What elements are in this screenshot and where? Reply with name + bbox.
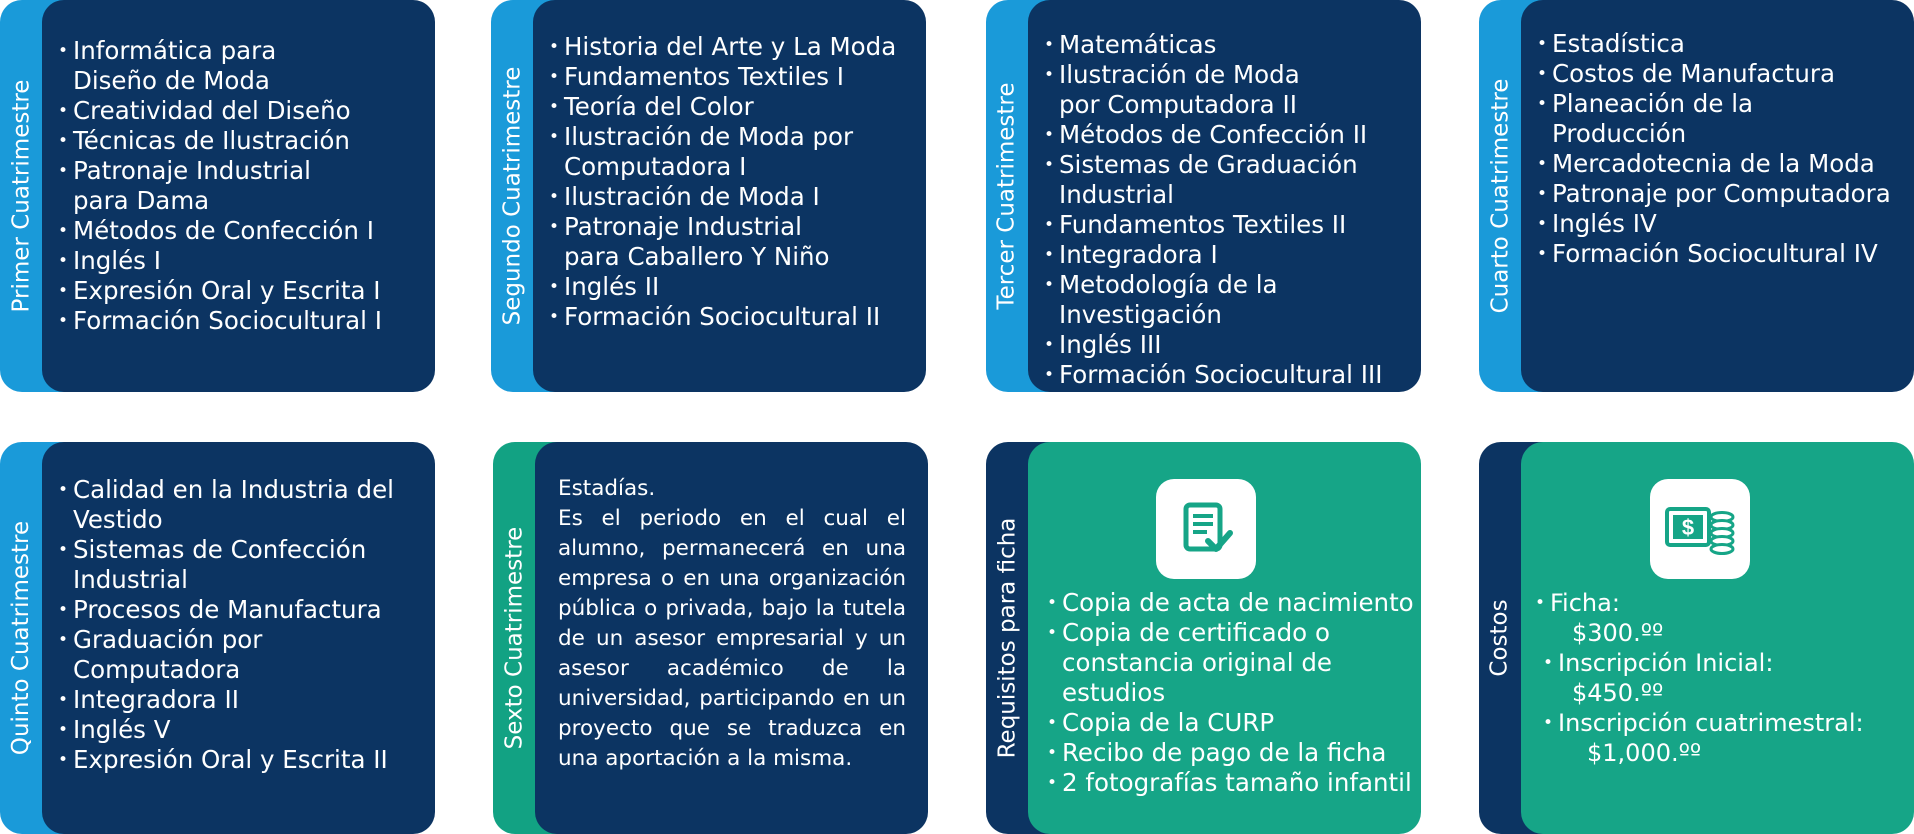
list-item: • Métodos de Confección I [57,216,423,246]
tab-label: Costos [1487,599,1513,677]
cost-label: • Inscripción cuatrimestral: [1542,708,1908,738]
subject-list [57,36,423,336]
card-primer-cuatrimestre [0,0,435,392]
card-tercer-cuatrimestre [986,0,1421,392]
card-costos [1479,442,1914,834]
tab-label: Tercer Cuatrimestre [994,82,1020,310]
list-item: • Fundamentos Textiles I [548,62,916,92]
list-item: • Técnicas de Ilustración [57,126,423,156]
list-item: • Expresión Oral y Escrita I [57,276,423,306]
panel-requisitos [1028,442,1421,834]
list-item: • Copia de certificado o constancia original de estudios [1046,618,1362,708]
subject-list [1536,29,1910,269]
list-item: • Inglés I [57,246,423,276]
list-item: • Recibo de pago de la ficha [1046,738,1415,768]
card-requisitos [986,442,1421,834]
list-item: • Expresión Oral y Escrita II [57,745,427,775]
list-item: • Formación Sociocultural IV [1536,239,1910,269]
cost-value: $1,000.ºº [1587,739,1702,767]
list-item: • Mercadotecnia de la Moda [1536,149,1910,179]
list-item: • Sistemas de Graduación Industrial [1043,150,1379,210]
list-item: • Ilustración de Moda por Computadora I [548,122,884,182]
list-item: • Integradora II [57,685,427,715]
cost-item-inscripcion-cuatrimestral [1534,708,1908,768]
list-item: • Fundamentos Textiles II [1043,210,1411,240]
panel-primer-cuatrimestre [42,0,435,392]
panel-quinto-cuatrimestre [42,442,435,834]
list-item: • Calidad en la Industria del Vestido [57,475,427,535]
list-item: • Estadística [1536,29,1910,59]
card-segundo-cuatrimestre [491,0,926,392]
list-item: • Patronaje Industrial para Caballero Y Niño [548,212,854,272]
panel-segundo-cuatrimestre [533,0,926,392]
list-item: • Formación Sociocultural III [1043,360,1411,390]
list-item: • Formación Sociocultural II [548,302,916,332]
panel-sexto-cuatrimestre [535,442,928,834]
list-item: • Ilustración de Moda por Computadora II [1043,60,1319,120]
list-item: • Planeación de la Producción [1536,89,1782,149]
list-item: • 2 fotografías tamaño infantil [1046,768,1415,798]
money-coins-icon [1650,479,1750,579]
estadias-description: Es el periodo en el cual el alumno, permanecerá en una empresa o en una organización pública o privada, bajo la tutela de un asesor empresarial y un asesor académico de la universidad, participando en un proyecto que se traduzca en una aportación a la misma. [558,506,906,771]
panel-cuarto-cuatrimestre [1521,0,1914,392]
cost-label: • Inscripción Inicial: [1542,648,1908,678]
card-cuarto-cuatrimestre [1479,0,1914,392]
list-item: • Historia del Arte y La Moda [548,32,916,62]
list-item: • Métodos de Confección II [1043,120,1411,150]
list-item: • Matemáticas [1043,30,1411,60]
list-item: • Ilustración de Moda I [548,182,916,212]
requirements-list [1046,588,1415,798]
list-item: • Costos de Manufactura [1536,59,1910,89]
cost-item-ficha [1534,588,1908,648]
estadias-title: Estadías. [558,476,656,501]
tab-label: Sexto Cuatrimestre [501,526,527,750]
list-item: • Formación Sociocultural I [57,306,423,336]
list-item: • Metodología de la Investigación [1043,270,1309,330]
card-quinto-cuatrimestre [0,442,435,834]
subject-list [548,32,916,332]
document-check-icon [1156,479,1256,579]
list-item: • Sistemas de Confección Industrial [57,535,383,595]
list-item: • Inglés IV [1536,209,1910,239]
card-sexto-cuatrimestre [493,442,928,834]
cost-item-inscripcion-inicial [1534,648,1908,708]
list-item: • Integradora I [1043,240,1411,270]
cost-value: $300.ºº [1572,619,1664,647]
list-item: • Informática para Diseño de Moda [57,36,348,96]
tab-label: Requisitos para ficha [994,517,1020,759]
list-item: • Procesos de Manufactura [57,595,427,625]
list-item: • Copia de acta de nacimiento [1046,588,1415,618]
list-item: • Creatividad del Diseño [57,96,423,126]
list-item: • Patronaje por Computadora [1536,179,1910,209]
list-item: • Copia de la CURP [1046,708,1415,738]
tab-label: Primer Cuatrimestre [8,79,35,313]
tab-label: Cuarto Cuatrimestre [1487,78,1513,314]
subject-list [57,475,427,775]
list-item: • Graduación por Computadora [57,625,303,685]
tab-label: Segundo Cuatrimestre [499,66,525,326]
cost-value: $450.ºº [1572,679,1664,707]
list-item: • Patronaje Industrial para Dama [57,156,318,216]
panel-tercer-cuatrimestre [1028,0,1421,392]
list-item: • Inglés III [1043,330,1411,360]
list-item: • Inglés V [57,715,427,745]
list-item: • Inglés II [548,272,916,302]
tab-label: Quinto Cuatrimestre [8,520,34,756]
panel-costos [1521,442,1914,834]
subject-list [1043,30,1411,390]
cost-label: • Ficha: [1534,588,1908,618]
svg-text:$: $ [1681,515,1695,540]
list-item: • Teoría del Color [548,92,916,122]
